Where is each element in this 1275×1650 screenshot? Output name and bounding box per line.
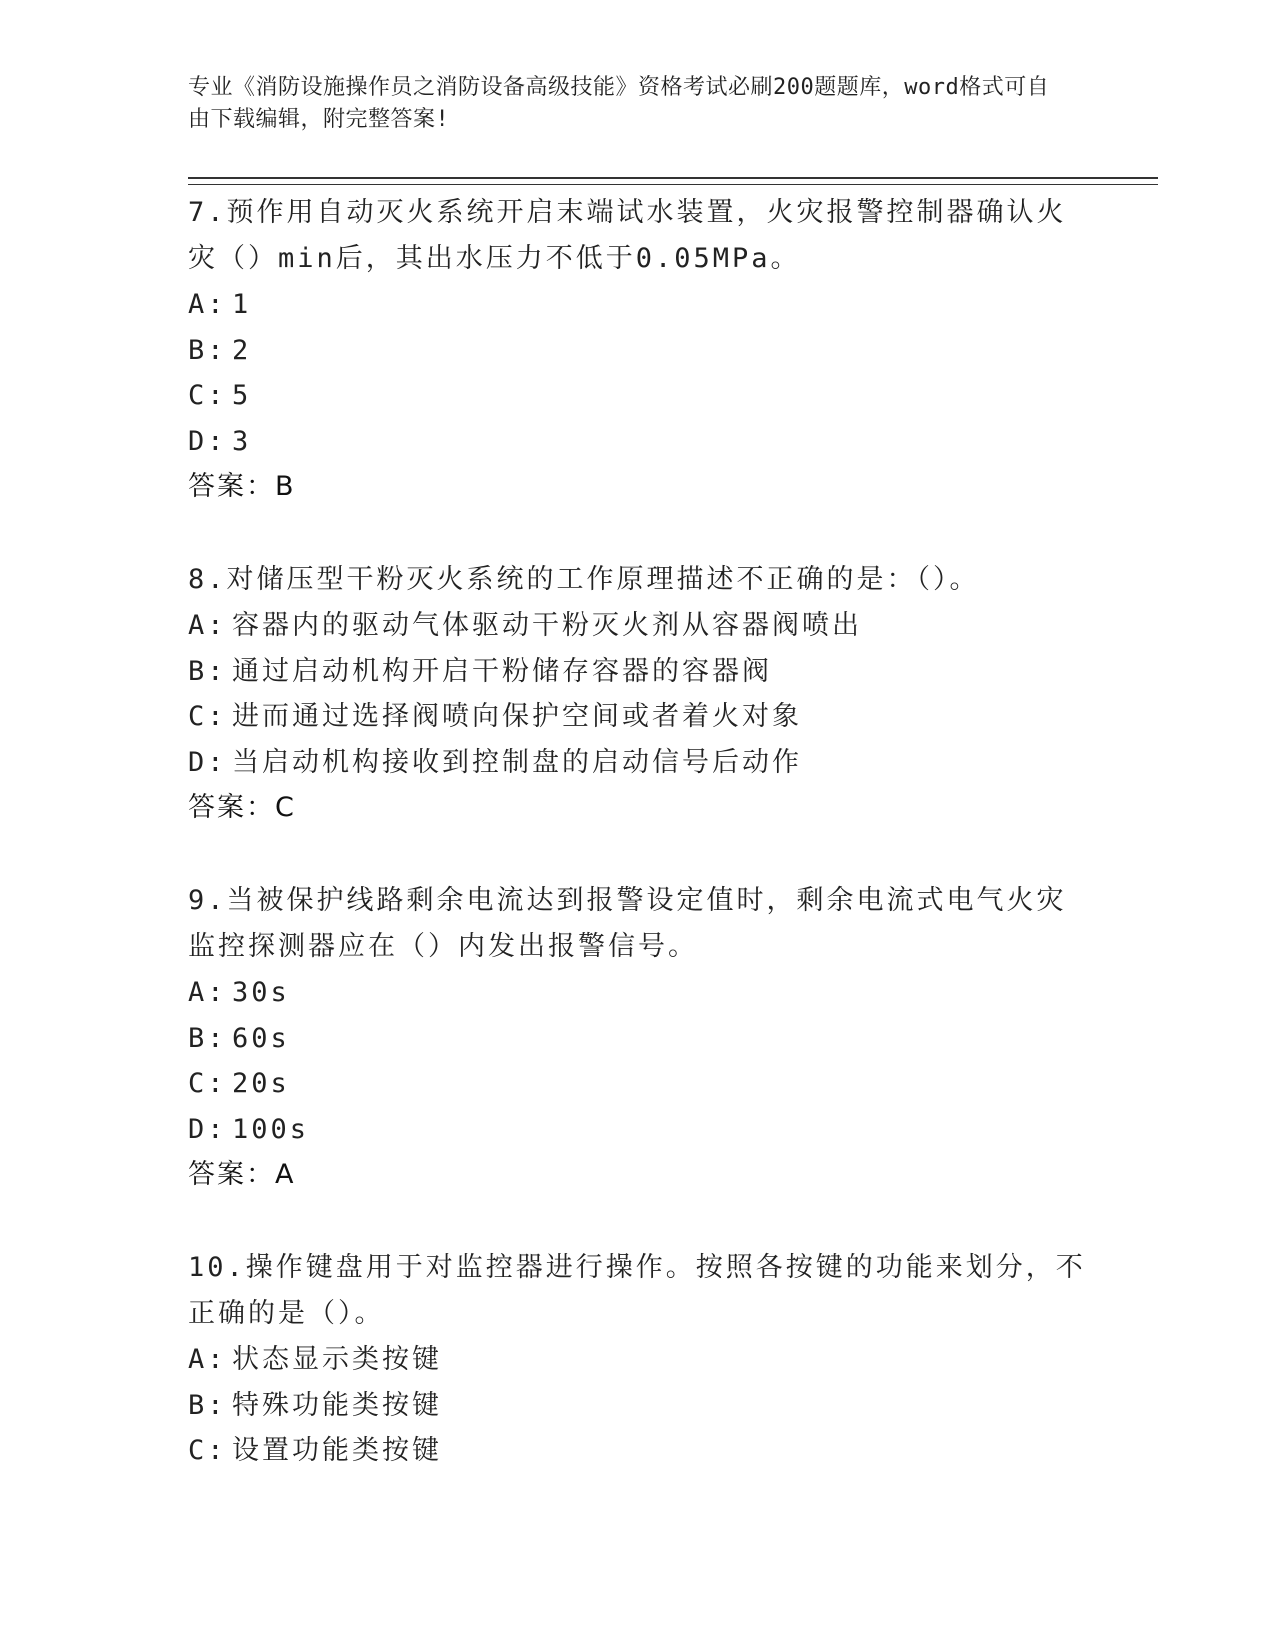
option-b [188, 328, 1088, 374]
option-text: 2 [232, 334, 252, 366]
option-key: C: [188, 1068, 227, 1099]
option-key: C: [188, 701, 227, 732]
option-b [188, 1016, 1088, 1062]
option-text: 1 [232, 289, 252, 320]
option-key: A: [188, 610, 227, 641]
option-key: C: [188, 380, 227, 411]
question-list [188, 190, 1088, 1521]
option-text: 进而通过选择阀喷向保护空间或者着火对象 [232, 701, 802, 732]
header-divider-thin [188, 184, 1158, 185]
option-key: B: [188, 655, 227, 687]
option-a [188, 603, 1088, 649]
question-stem: 7.预作用自动灭火系统开启末端试水装置，火灾报警控制器确认火灾（）min后，其出水压力不低于0.05MPa。 [188, 197, 1067, 274]
option-text: 3 [232, 425, 252, 457]
option-key: A: [188, 289, 227, 320]
option-d [188, 740, 1088, 786]
option-a [188, 282, 1088, 328]
option-d [188, 419, 1088, 465]
question-stem: 10.操作键盘用于对监控器进行操作。按照各按键的功能来划分，不正确的是（）。 [188, 1252, 1086, 1329]
option-key: B: [188, 334, 227, 366]
option-c [188, 1428, 1088, 1474]
option-text: 状态显示类按键 [232, 1344, 442, 1375]
option-text: 通过启动机构开启干粉储存容器的容器阀 [232, 655, 772, 687]
option-key: D: [188, 746, 227, 778]
option-c [188, 694, 1088, 740]
option-key: B: [188, 1389, 227, 1421]
option-key: C: [188, 1435, 227, 1466]
option-key: D: [188, 1113, 227, 1145]
question-stem: 8.对储压型干粉灭火系统的工作原理描述不正确的是：（）。 [188, 564, 980, 595]
option-text: 60s [232, 1022, 290, 1054]
option-b [188, 1383, 1088, 1429]
option-text: 20s [232, 1068, 290, 1099]
option-text: 设置功能类按键 [232, 1435, 442, 1466]
option-a [188, 1337, 1088, 1383]
option-b [188, 649, 1088, 695]
document-header: 专业《消防设施操作员之消防设备高级技能》资格考试必刷200题题库，word格式可自由下载编辑，附完整答案! [188, 75, 1050, 132]
question-10 [188, 1245, 1088, 1474]
option-text: 100s [232, 1113, 310, 1145]
answer-line: 答案：A [188, 1159, 296, 1190]
option-text: 30s [232, 977, 290, 1008]
question-stem: 9.当被保护线路剩余电流达到报警设定值时，剩余电流式电气火灾监控探测器应在（）内发出报警信号。 [188, 885, 1067, 962]
question-9 [188, 878, 1088, 1198]
option-key: A: [188, 977, 227, 1008]
option-text: 特殊功能类按键 [232, 1389, 442, 1421]
option-a [188, 970, 1088, 1016]
option-c [188, 373, 1088, 419]
option-c [188, 1061, 1088, 1107]
header-divider-thick [188, 177, 1158, 179]
question-8 [188, 557, 1088, 831]
answer-line: 答案：B [188, 471, 296, 502]
option-d [188, 1107, 1088, 1153]
question-7 [188, 190, 1088, 510]
option-text: 5 [232, 380, 252, 411]
option-text: 当启动机构接收到控制盘的启动信号后动作 [232, 746, 802, 778]
option-key: D: [188, 425, 227, 457]
option-key: B: [188, 1022, 227, 1054]
answer-line: 答案：C [188, 792, 296, 823]
option-key: A: [188, 1344, 227, 1375]
option-text: 容器内的驱动气体驱动干粉灭火剂从容器阀喷出 [232, 610, 862, 641]
